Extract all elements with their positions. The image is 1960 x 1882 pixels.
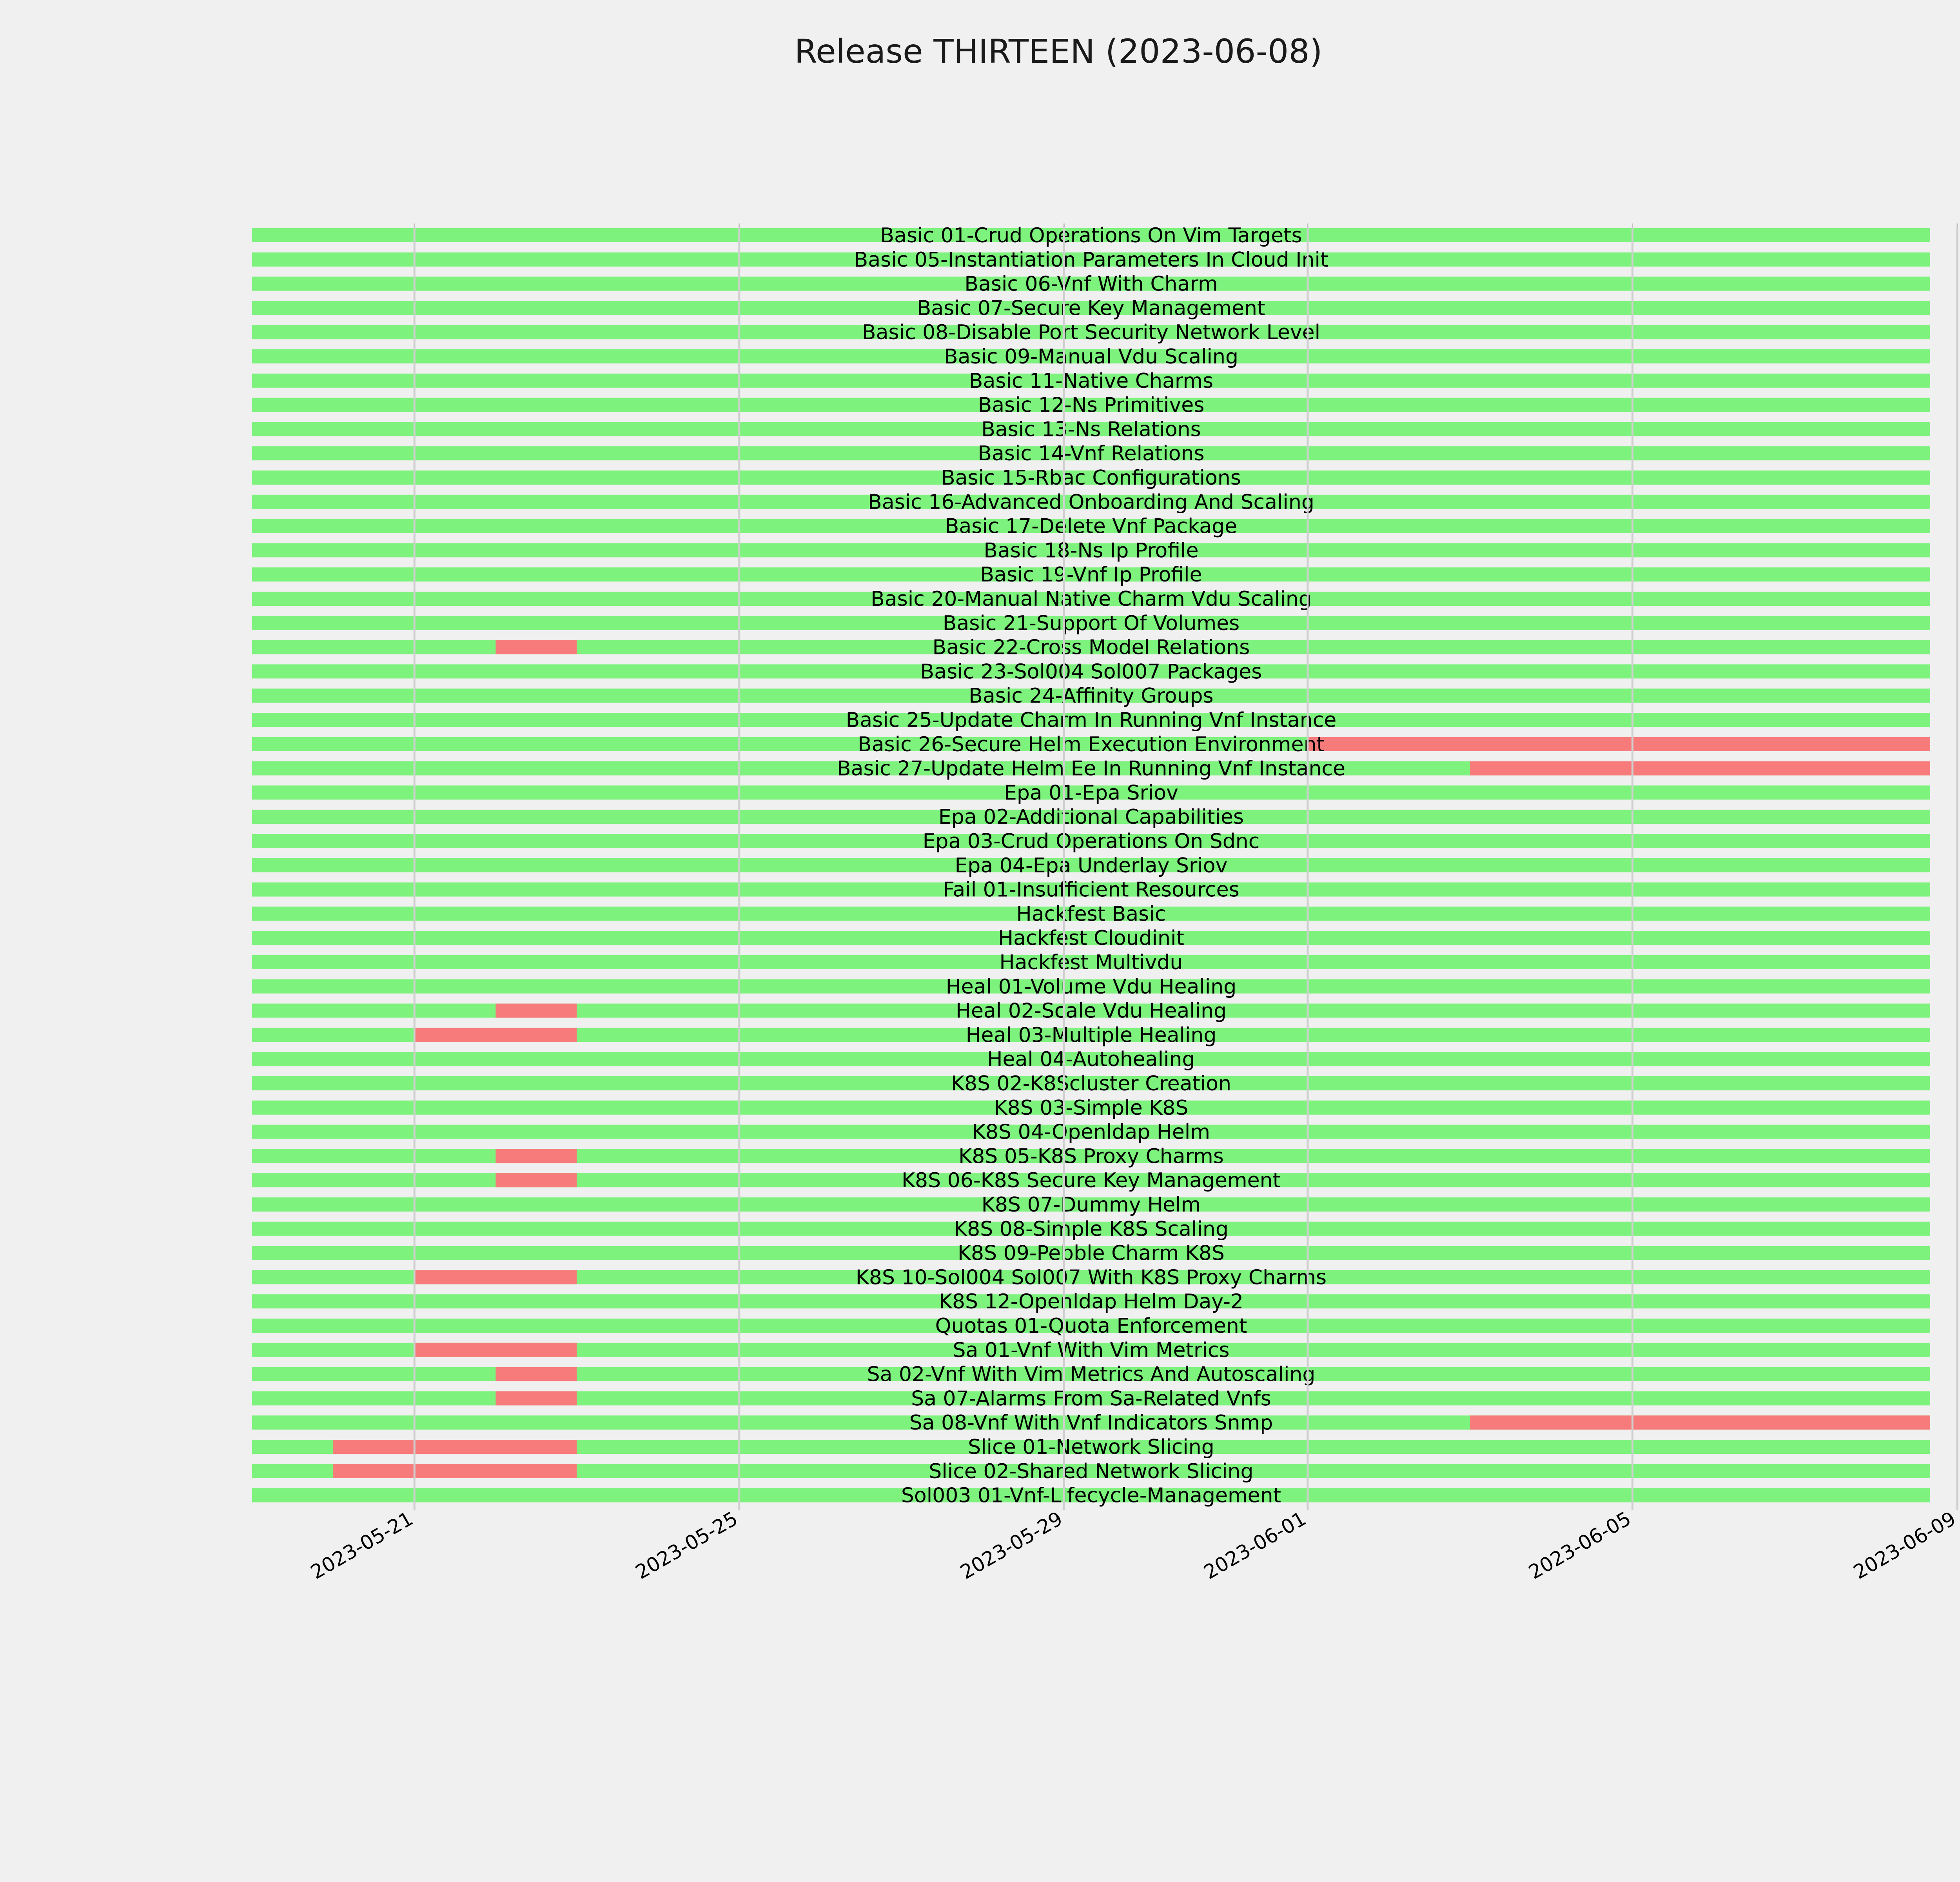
row-label: Epa 01-Epa Sriov (1004, 781, 1178, 805)
row-label: Epa 02-Additional Capabilities (938, 805, 1244, 829)
chart-title: Release THIRTEEN (2023-06-08) (794, 32, 1323, 71)
row-label: Basic 11-Native Charms (969, 369, 1214, 393)
fail-bar (414, 1343, 577, 1357)
row-label: K8S 08-Simple K8S Scaling (954, 1217, 1229, 1241)
row-label: Basic 18-Ns Ip Profile (984, 539, 1199, 563)
row-label: Basic 07-Secure Key Management (917, 296, 1265, 320)
row-label: Basic 25-Update Charm In Running Vnf Instance (846, 708, 1337, 732)
fail-bar (414, 1028, 577, 1042)
row-label: K8S 12-Openldap Helm Day-2 (938, 1290, 1244, 1314)
row-label: Basic 23-Sol004 Sol007 Packages (920, 660, 1262, 684)
row-label: K8S 05-K8S Proxy Charms (958, 1144, 1224, 1168)
row-label: Basic 15-Rbac Configurations (941, 466, 1241, 490)
row-label: Basic 08-Disable Port Security Network Level (862, 321, 1321, 345)
row-label: Basic 01-Crud Operations On Vim Targets (880, 224, 1302, 247)
row-label: Heal 04-Autohealing (987, 1048, 1195, 1072)
x-tick-label: 2023-05-25 (632, 1507, 742, 1584)
row-label: Slice 02-Shared Network Slicing (929, 1459, 1254, 1483)
row-label: Basic 14-Vnf Relations (978, 442, 1205, 466)
row-label: Basic 19-Vnf Ip Profile (980, 563, 1202, 587)
row-label: Basic 16-Advanced Onboarding And Scaling (868, 490, 1314, 514)
row-label: Basic 21-Support Of Volumes (942, 611, 1240, 635)
row-label: Sa 02-Vnf With Vim Metrics And Autoscaling (867, 1362, 1316, 1386)
fail-bar (495, 1004, 577, 1018)
row-label: K8S 04-Openldap Helm (972, 1120, 1210, 1144)
x-tick-label: 2023-06-05 (1524, 1507, 1635, 1584)
fail-bar (333, 1464, 577, 1478)
row-label: K8S 02-K8Scluster Creation (951, 1072, 1232, 1095)
fail-bar (1308, 737, 1930, 751)
row-label: Basic 27-Update Helm Ee In Running Vnf Instance (837, 757, 1346, 781)
row-label: Basic 06-Vnf With Charm (964, 272, 1218, 296)
fail-bar (1470, 761, 1930, 776)
row-label: Basic 17-Delete Vnf Package (945, 514, 1238, 538)
fail-bar (495, 1173, 577, 1187)
fail-bar (495, 640, 577, 654)
row-label: Hackfest Basic (1016, 902, 1166, 926)
row-label: Epa 04-Epa Underlay Sriov (955, 854, 1228, 877)
fail-bar (495, 1391, 577, 1405)
row-label: Heal 01-Volume Vdu Healing (946, 975, 1237, 999)
row-label: K8S 03-Simple K8S (994, 1096, 1189, 1120)
x-tick-label: 2023-06-01 (1200, 1507, 1310, 1584)
row-label: Heal 02-Scale Vdu Healing (955, 999, 1227, 1023)
fail-bar (495, 1149, 577, 1163)
fail-bar (1470, 1415, 1930, 1430)
row-label: Basic 13-Ns Relations (981, 418, 1201, 441)
row-label: K8S 10-Sol004 Sol007 With K8S Proxy Charms (855, 1266, 1327, 1290)
row-label: Basic 26-Secure Helm Execution Environment (858, 732, 1325, 756)
x-tick-label: 2023-05-29 (956, 1507, 1067, 1584)
row-label: Basic 20-Manual Native Charm Vdu Scaling (871, 587, 1312, 611)
row-label: K8S 06-K8S Secure Key Management (901, 1169, 1281, 1193)
row-label: Basic 05-Instantiation Parameters In Cloud Init (854, 248, 1328, 272)
row-label: Hackfest Cloudinit (998, 926, 1184, 950)
row-label: Sol003 01-Vnf-Lifecycle-Management (901, 1484, 1281, 1508)
row-label: Heal 03-Multiple Healing (965, 1023, 1217, 1047)
row-label: Basic 09-Manual Vdu Scaling (944, 345, 1238, 369)
fail-bar (333, 1440, 577, 1454)
row-label: K8S 07-Dummy Helm (981, 1193, 1201, 1217)
x-tick-label: 2023-06-09 (1849, 1507, 1960, 1584)
row-label: Basic 12-Ns Primitives (978, 393, 1205, 417)
row-label: Sa 08-Vnf With Vnf Indicators Snmp (909, 1411, 1273, 1435)
row-label: Sa 07-Alarms From Sa-Related Vnfs (911, 1387, 1271, 1411)
row-label: Sa 01-Vnf With Vim Metrics (953, 1338, 1230, 1362)
row-label: Slice 01-Network Slicing (968, 1435, 1214, 1459)
x-tick-label: 2023-05-21 (307, 1507, 417, 1584)
row-label: Fail 01-Insufficient Resources (943, 878, 1240, 902)
row-label: Epa 03-Crud Operations On Sdnc (922, 830, 1260, 853)
row-label: Hackfest Multivdu (999, 951, 1183, 974)
row-label: Basic 22-Cross Model Relations (932, 636, 1250, 659)
fail-bar (495, 1367, 577, 1381)
row-label: Basic 24-Affinity Groups (969, 684, 1214, 708)
fail-bar (414, 1270, 577, 1284)
row-label: K8S 09-Pebble Charm K8S (957, 1241, 1225, 1265)
row-label: Quotas 01-Quota Enforcement (935, 1314, 1247, 1338)
